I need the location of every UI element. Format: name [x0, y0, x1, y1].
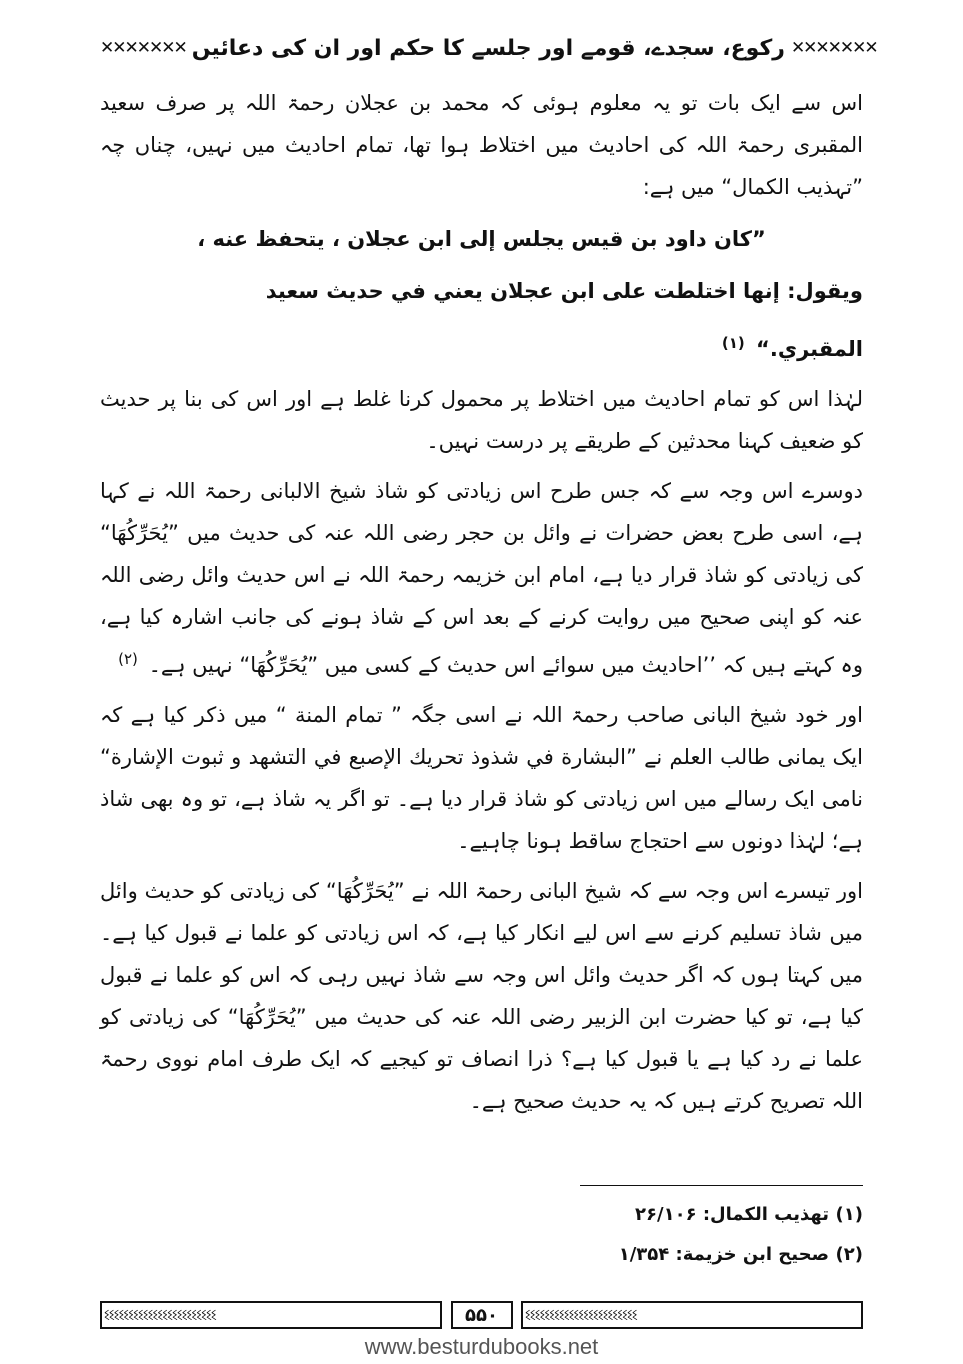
quote-line-2: ويقول: إنها اختلطت على ابن عجلان يعني في حديث سعيد	[265, 279, 863, 303]
running-title: رکوع، سجدے، قومے اور جلسے کا حکم اور ان کی دعائیں	[191, 35, 785, 61]
paragraph-3	[100, 470, 863, 686]
footnote-ref-2: (۲)	[118, 650, 138, 668]
paragraph-4: اور خود شیخ البانی صاحب رحمۃ اللہ نے اسی جگہ ” تمام المنة “ میں ذکر کیا ہے کہ ایک یمانی طالب العلم نے ”البشارة في شذوذ تحريك الإصبع في التشهد و ثبوت الإشارة“ نامی ایک رسالے میں اس زیادتی کو شاذ قرار دیا ہے۔ تو اگر یہ شاذ ہے، تو وہ بھی شاذ ہے؛ لہٰذا دونوں سے احتجاج ساقط ہونا چاہیے۔	[100, 703, 863, 853]
main-text	[100, 82, 863, 1130]
page-footer	[100, 1298, 863, 1332]
footnote-1	[480, 1195, 863, 1235]
watermark-url: www.besturdubooks.net	[364, 1334, 599, 1359]
footnote-1-number: (۱)	[835, 1204, 863, 1225]
header-ornament-left: ✕✕✕✕✕✕✕	[790, 38, 877, 58]
quote-line-1: ”كان داود بن قيس يجلس إلى ابن عجلان ، يتحفظ عنه ،	[197, 227, 766, 251]
page-number: ۵۵۰	[451, 1301, 513, 1329]
quote-line-3	[100, 320, 863, 372]
footnotes	[480, 1195, 863, 1275]
paragraph-2: لہٰذا اس کو تمام احادیث میں اختلاط پر محمول کرنا غلط ہے اور اس کی بنا پر حدیث کو ضعیف کہنا محدثین کے طریقے پر درست نہیں۔	[100, 387, 863, 453]
footnote-ref-1: (۱)	[721, 334, 745, 352]
arabic-quote	[100, 216, 863, 372]
header-ornament-right: ✕✕✕✕✕✕✕	[100, 38, 186, 58]
footer-ornament-left: ଽଽଽଽଽଽଽଽଽଽଽଽଽଽଽଽଽଽଽଽଽଽଽ	[100, 1301, 442, 1329]
footnote-divider	[580, 1185, 863, 1186]
footnote-2-text: صحيح ابن خزيمة: ۱/۳۵۴	[618, 1244, 829, 1265]
footnote-1-text: تهذيب الكمال: ۲۶/۱۰۶	[635, 1204, 829, 1225]
paragraph-3-text: دوسرے اس وجہ سے کہ جس طرح اس زیادتی کو شاذ شیخ الالبانی رحمۃ اللہ نے کہا ہے، اسی طرح بعض حضرات نے وائل بن حجر رضی اللہ عنہ کی حدیث میں ”یُحَرِّکُھَا“ کی زیادتی کو شاذ قرار دیا ہے، امام ابن خزیمہ رحمۃ اللہ نے اس حدیث وائل رضی اللہ عنہ کو اپنی صحیح میں روایت کرنے کے بعد اس کے شاذ ہونے کی جانب اشارہ کیا ہے، وہ کہتے ہیں کہ ’’احادیث میں سوائے اس حدیث کے کسی میں ”یُحَرِّکُھَا“ نہیں ہے۔	[100, 479, 863, 677]
paragraph-5: اور تیسرے اس وجہ سے کہ شیخ البانی رحمۃ اللہ نے ”یُحَرِّکُھَا“ کی زیادتی کو حدیث وائل میں شاذ تسلیم کرنے سے اس لیے انکار کیا ہے، کہ اس زیادتی کو علما نے قبول کیا ہے۔ میں کہتا ہوں کہ اگر حدیث وائل اس وجہ سے شاذ نہیں رہی کہ اس کو علما نے قبول کیا ہے، تو کیا حضرت ابن الزبیر رضی اللہ عنہ کی حدیث میں ”یُحَرِّکُھَا“ کی زیادتی کو علما نے رد کیا ہے یا قبول کیا ہے؟ ذرا انصاف تو کیجیے کہ ایک طرف امام نووی رحمۃ اللہ تصریح کرتے ہیں کہ یہ حدیث صحیح ہے۔	[100, 879, 863, 1113]
page-header	[100, 28, 877, 68]
footnote-2	[480, 1235, 863, 1275]
footnote-2-number: (۲)	[835, 1244, 863, 1265]
quote-line-3-text: المقبري.“	[756, 337, 863, 361]
paragraph-1: اس سے ایک بات تو یہ معلوم ہوئی کہ محمد بن عجلان رحمۃ اللہ پر صرف سعید المقبری رحمۃ اللہ کی احادیث میں اختلاط ہوا تھا، تمام احادیث میں نہیں، چناں چہ ”تہذیب الکمال“ میں ہے:	[100, 91, 863, 199]
footer-ornament-right: ଽଽଽଽଽଽଽଽଽଽଽଽଽଽଽଽଽଽଽଽଽଽଽ	[521, 1301, 863, 1329]
